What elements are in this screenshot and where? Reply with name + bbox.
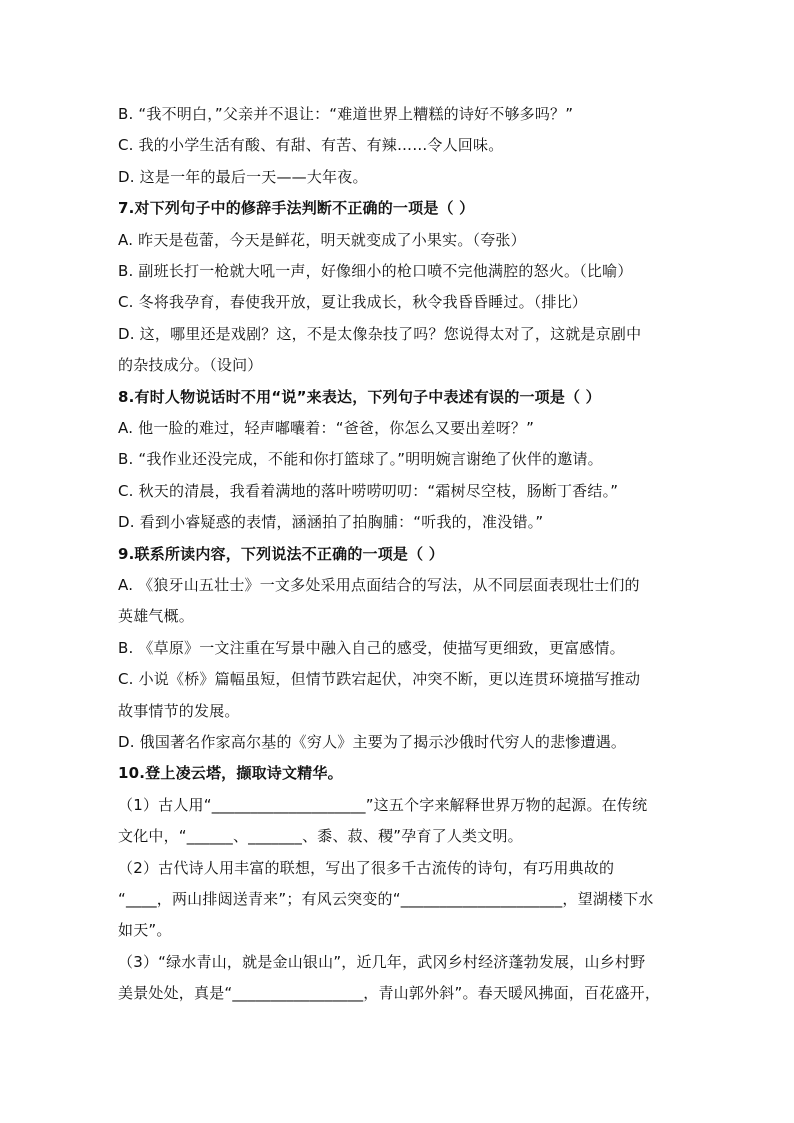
text-line: C. 我的小学生活有酸、有甜、有苦、有辣……令人回味。	[118, 136, 504, 154]
text-line: B. 副班长打一枪就大吼一声，好像细小的枪口喷不完他满腔的怒火。（比喻）	[118, 262, 633, 280]
text-line: 8.有时人物说话时不用“说”来表达，下列句子中表述有误的一项是（ ）	[118, 388, 601, 406]
text-line: 10.登上凌云塔，撷取诗文精华。	[118, 764, 343, 782]
text-line: D. 看到小睿疑惑的表情，涵涵拍了拍胸脯：“听我的，准没错。”	[118, 513, 544, 531]
text-line: A. 他一脸的难过，轻声嘟囔着：“爸爸，你怎么又要出差呀？”	[118, 419, 535, 437]
text-line: C. 冬将我孕育，春使我开放，夏让我成长，秋令我昏昏睡过。（排比）	[118, 293, 588, 311]
text-line: D. 这是一年的最后一天——大年夜。	[118, 168, 368, 186]
text-line: C. 小说《桥》篇幅虽短，但情节跌宕起伏，冲突不断，更以连贯环境描写推动	[118, 670, 641, 688]
text-line: 文化中，“______、_______、黍、菽、稷”孕育了人类文明。	[118, 827, 523, 845]
text-line: 7.对下列句子中的修辞手法判断不正确的一项是（ ）	[118, 199, 475, 217]
text-line: “____，两山排闼送青来”；有风云突变的“_____________________，望湖楼下水	[118, 890, 654, 908]
text-line: A. 昨天是苞蕾，今天是鲜花，明天就变成了小果实。（夸张）	[118, 231, 526, 249]
text-line: 英雄气概。	[118, 607, 195, 625]
text-line: 的杂技成分。（设问）	[118, 356, 263, 374]
text-line: 如天”。	[118, 921, 172, 939]
text-line: 故事情节的发展。	[118, 702, 240, 720]
text-line: A. 《狼牙山五壮士》一文多处采用点面结合的写法，从不同层面表现壮士们的	[118, 576, 640, 594]
text-line: B. “我不明白，”父亲并不退让：“难道世界上糟糕的诗好不够多吗？”	[118, 105, 574, 123]
text-line: （3）“绿水青山，就是金山银山”，近几年，武冈乡村经济蓬勃发展，山乡村野	[118, 953, 646, 971]
text-line: D. 俄国著名作家高尔基的《穷人》主要为了揭示沙俄时代穷人的悲惨遭遇。	[118, 733, 627, 751]
text-line: C. 秋天的清晨，我看着满地的落叶唠唠叨叨：“霜树尽空枝，肠断丁香结。”	[118, 482, 619, 500]
text-line: B. 《草原》一文注重在写景中融入自己的感受，使描写更细致，更富感情。	[118, 639, 625, 657]
text-line: 9.联系所读内容，下列说法不正确的一项是（ ）	[118, 545, 444, 563]
text-line: （2）古代诗人用丰富的联想，写出了很多千古流传的诗句，有巧用典故的	[118, 859, 615, 877]
text-line: B. “我作业还没完成，不能和你打篮球了。”明明婉言谢绝了伙伴的邀请。	[118, 450, 603, 468]
text-line: （1）古人用“____________________”这五个字来解释世界万物的起源。在传统	[118, 796, 648, 814]
text-line: 美景处处，真是“_________________，青山郭外斜”。春天暖风拂面，百花盛开，	[118, 984, 661, 1002]
text-line: D. 这，哪里还是戏剧？这，不是太像杂技了吗？您说得太对了，这就是京剧中	[118, 325, 642, 343]
